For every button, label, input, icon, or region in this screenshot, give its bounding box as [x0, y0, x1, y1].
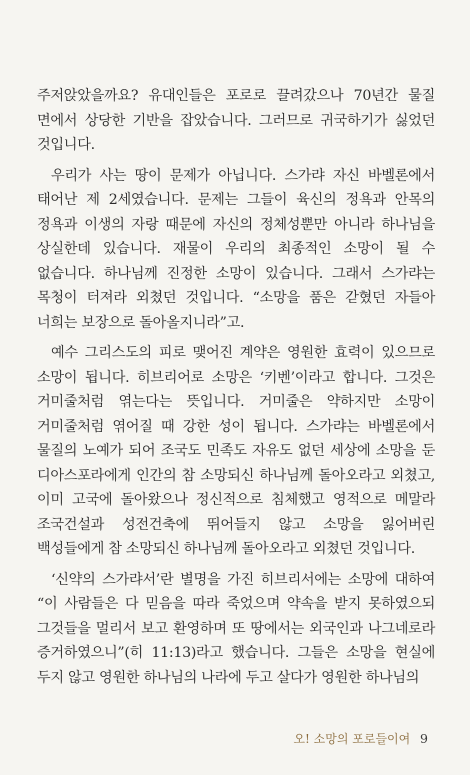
paragraph-1: 주저앉았을까요? 유대인들은 포로로 끌려갔으나 70년간 물질 면에서 상당한 기반을 잡았습니다. 그러므로 귀국하기가 싫었던 것입니다.	[37, 88, 435, 153]
page-footer	[293, 730, 428, 747]
paragraph-4: ‘신약의 스가랴서’란 별명을 가진 히브리서에는 소망에 대하여 “이 사람들은 다 믿음을 따라 죽었으며 약속을 받지 못하였으되 그것들을 멀리서 보고 환영하며 또 땅에서는 외국인과 나그네로라 증거하였으니”(히 11:13)라고 했습니다. 그들은 소망을 현실에 두지 않고 영원한 하나님의 나라에 두고 살다가 영원한 하나님의	[37, 571, 435, 686]
running-title: 오! 소망의 포로들이여	[293, 732, 411, 746]
page-body-text	[37, 84, 435, 696]
paragraph-3: 예수 그리스도의 피로 맺어진 계약은 영원한 효력이 있으므로 소망이 됩니다. 히브리어로 소망은 ‘키벤’이라고 합니다. 그것은 거미줄처럼 엮는다는 뜻입니다. 거미줄은 약하지만 소망이 거미줄처럼 엮어질 때 강한 성이 됩니다. 스가랴는 바벨론에서 물질의 노예가 되어 조국도 민족도 자유도 없던 세상에 소망을 둔 디아스포라에게 인간의 참 소망되신 하나님께 돌아오라고 외쳤고, 이미 고국에 돌아왔으나 정신적으로 침체했고 영적으로 메말라 조국건설과 성전건축에 뛰어들지 않고 소망을 잃어버린 백성들에게 참 소망되신 하나님께 돌아오라고 외쳤던 것입니다.	[37, 345, 435, 557]
page-number: 9	[420, 731, 428, 746]
paragraph-2: 우리가 사는 땅이 문제가 아닙니다. 스가랴 자신 바벨론에서 태어난 제 2세였습니다. 문제는 그들이 육신의 정욕과 안목의 정욕과 이생의 자랑 때문에 자신의 정체성뿐만 아니라 하나님을 상실한데 있습니다. 재물이 우리의 최종적인 소망이 될 수 없습니다. 하나님께 진정한 소망이 있습니다. 그래서 스가랴는 목청이 터져라 외쳤던 것입니다. “소망을 품은 갇혔던 자들아 너희는 보장으로 돌아올지니라”고.	[37, 167, 435, 331]
